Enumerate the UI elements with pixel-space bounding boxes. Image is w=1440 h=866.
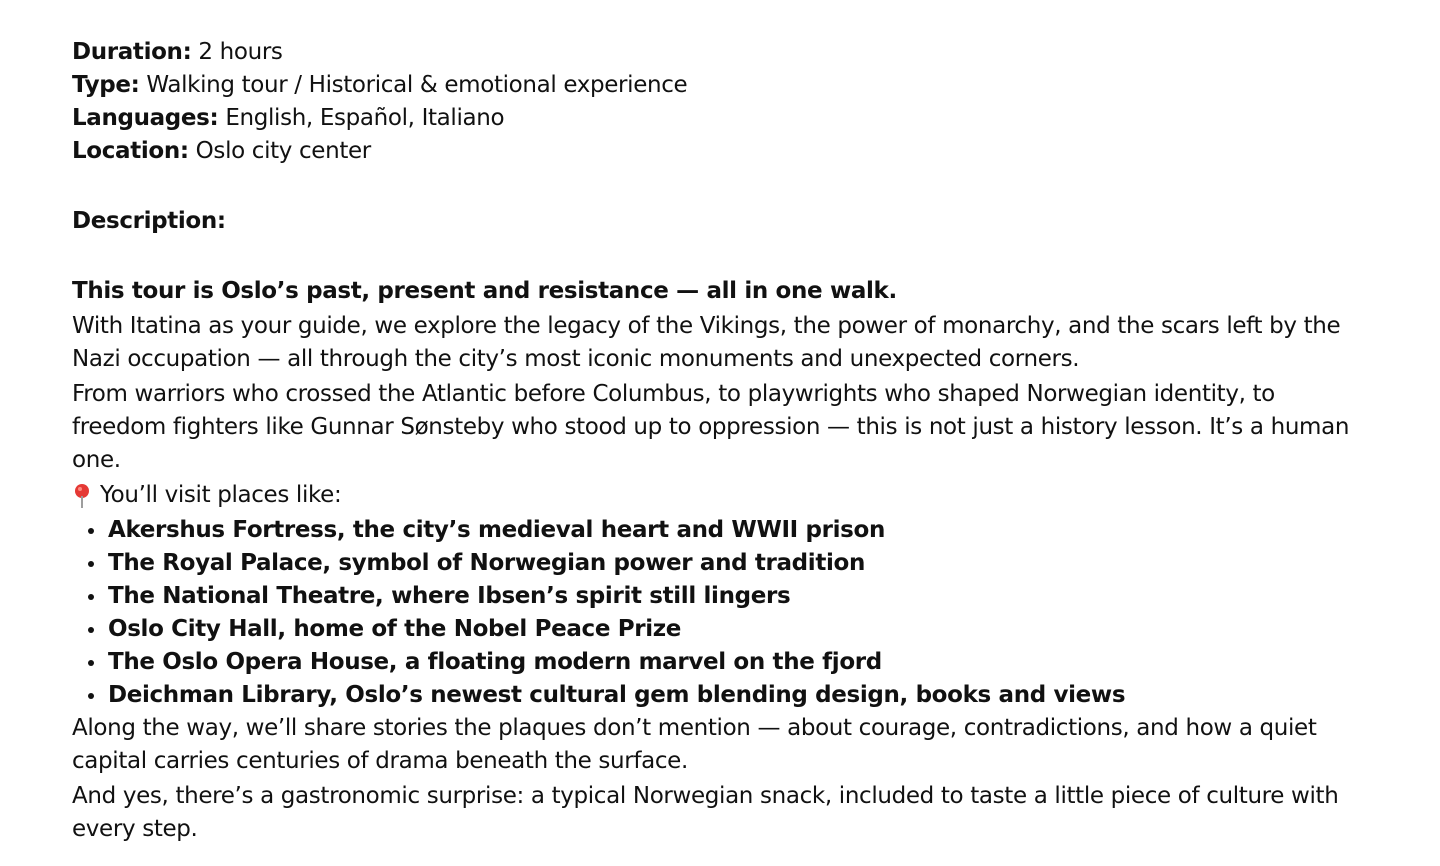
type-label: Type: <box>72 72 140 98</box>
list-item <box>88 646 1368 679</box>
place-text: Akershus Fortress, the city’s medieval heart and WWII prison <box>108 517 885 543</box>
type-line <box>72 69 1368 102</box>
place-text: Oslo City Hall, home of the Nobel Peace Prize <box>108 616 682 642</box>
list-item <box>88 514 1368 547</box>
languages-value: English, Español, Italiano <box>218 105 505 131</box>
duration-label: Duration: <box>72 39 192 65</box>
location-label: Location: <box>72 138 189 164</box>
description-heading: Description: <box>72 208 226 234</box>
list-item <box>88 547 1368 580</box>
place-text: The Oslo Opera House, a floating modern marvel on the fjord <box>108 649 882 675</box>
bullet <box>88 660 94 666</box>
languages-label: Languages: <box>72 105 219 131</box>
visit-intro-text: You’ll visit places like: <box>100 482 342 508</box>
location-line <box>72 135 1368 168</box>
place-text: The Royal Palace, symbol of Norwegian power and tradition <box>108 550 865 576</box>
stories-paragraph: Along the way, we’ll share stories the plaques don’t mention — about courage, contradictions, and how a quiet capital carries centuries of drama beneath the surface. <box>72 715 1317 774</box>
duration-value: 2 hours <box>191 39 283 65</box>
location-value: Oslo city center <box>188 138 371 164</box>
bullet <box>88 594 94 600</box>
round-pushpin-icon <box>72 483 92 509</box>
list-item <box>88 580 1368 613</box>
lead-sentence: This tour is Oslo’s past, present and resistance — all in one walk. <box>72 278 897 304</box>
history-paragraph: From warriors who crossed the Atlantic before Columbus, to playwrights who shaped Norwegian identity, to freedom fighters like Gunnar Sønsteby who stood up to oppression — this is not just a history lesson. It’s a human one. <box>72 381 1350 473</box>
bullet <box>88 528 94 534</box>
type-value: Walking tour / Historical & emotional experience <box>139 72 688 98</box>
list-item <box>88 613 1368 646</box>
duration-line <box>72 36 1368 69</box>
bullet <box>88 627 94 633</box>
bullet <box>88 561 94 567</box>
place-text: Deichman Library, Oslo’s newest cultural gem blending design, books and views <box>108 682 1126 708</box>
snack-paragraph: And yes, there’s a gastronomic surprise: a typical Norwegian snack, included to taste a little piece of culture with every step. <box>72 783 1339 842</box>
list-item <box>88 679 1368 712</box>
visit-intro <box>72 479 1368 512</box>
intro-paragraph: With Itatina as your guide, we explore the legacy of the Vikings, the power of monarchy, and the scars left by the Nazi occupation — all through the city’s most iconic monuments and unexpected corners. <box>72 313 1341 372</box>
bullet <box>88 693 94 699</box>
place-text: The National Theatre, where Ibsen’s spirit still lingers <box>108 583 791 609</box>
languages-line <box>72 102 1368 135</box>
places-list <box>72 514 1368 712</box>
